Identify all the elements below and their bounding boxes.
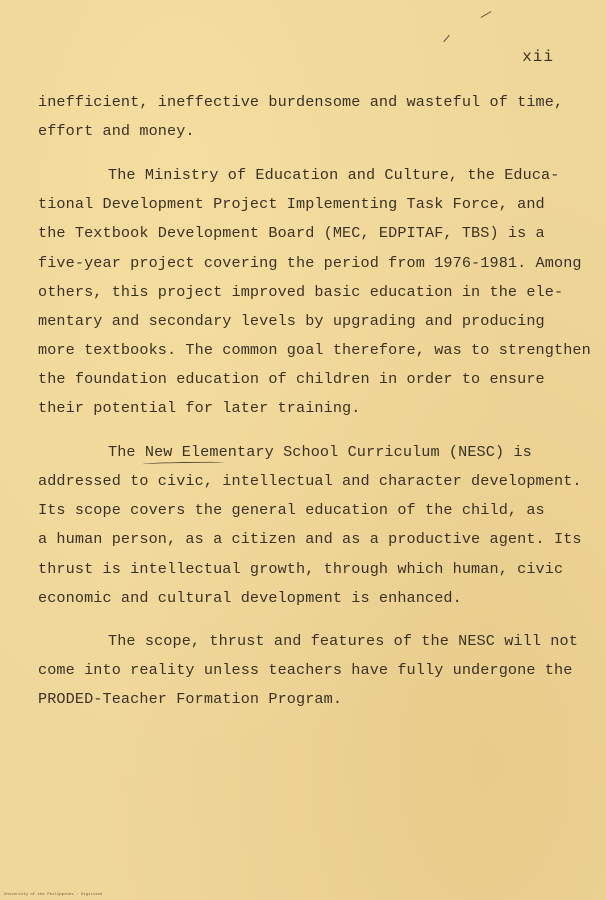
text-line: The New Elementary School Curriculum (NESC) is [108,443,532,461]
text-line: come into reality unless teachers have fully undergone the [38,661,573,679]
scan-footer: University of the Philippines · Digitized [4,893,103,897]
text-line: their potential for later training. [38,399,361,417]
text-line: effort and money. [38,122,195,140]
text-line: the Textbook Development Board (MEC, EDPITAF, TBS) is a [38,224,545,242]
page-number: xii [522,48,554,66]
text-line: more textbooks. The common goal therefore, was to strengthen [38,341,591,359]
text-line: mentary and secondary levels by upgrading and producing [38,312,545,330]
pen-mark [443,35,450,43]
text-line: a human person, as a citizen and as a productive agent. Its [38,530,582,548]
text-line: others, this project improved basic education in the ele- [38,283,564,301]
text-line: five-year project covering the period from 1976-1981. Among [38,254,582,272]
text-line: PRODED-Teacher Formation Program. [38,690,343,708]
pen-mark [481,11,492,18]
text-line: The scope, thrust and features of the NESC will not [108,632,578,650]
text-line: inefficient, ineffective burdensome and wasteful of time, [38,93,564,111]
text-line: The Ministry of Education and Culture, the Educa- [108,166,560,184]
text-line: the foundation education of children in order to ensure [38,370,545,388]
handwritten-underline [142,461,224,465]
text-line: Its scope covers the general education of the child, as [38,501,545,519]
text-line: thrust is intellectual growth, through which human, civic [38,560,564,578]
text-line: addressed to civic, intellectual and character development. [38,472,582,490]
text-line: tional Development Project Implementing Task Force, and [38,195,545,213]
text-line: economic and cultural development is enhanced. [38,589,462,607]
